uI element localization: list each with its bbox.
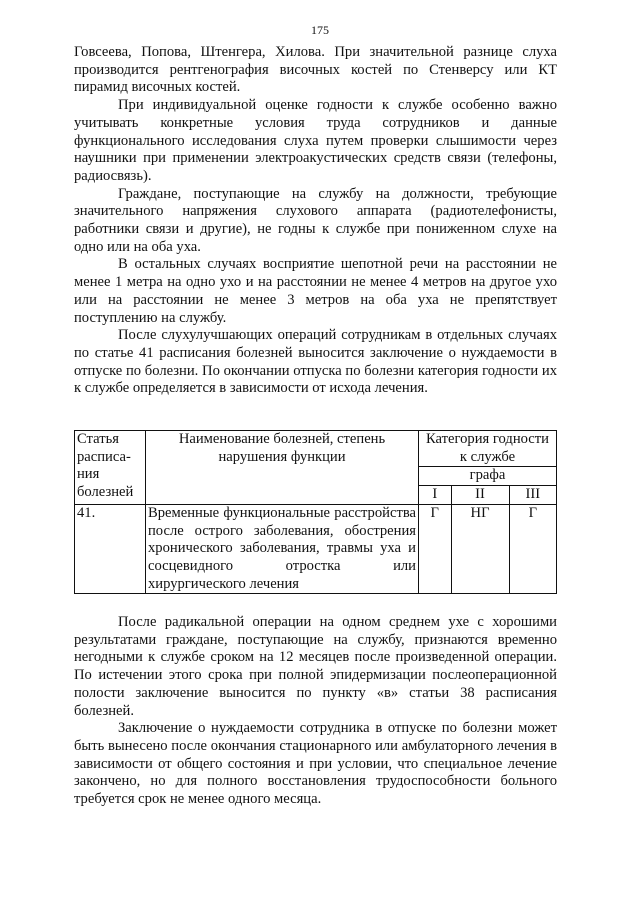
article-number: 41. — [75, 504, 146, 594]
category-cell: Г — [419, 504, 452, 594]
disease-description: Временные функциональные расстройства после острого заболевания, обострения хронического заболевания, травмы уха и сосцевидного отростка или хирургического лечения — [146, 504, 419, 594]
paragraph: В остальных случаях восприятие шепотной речи на расстоянии не менее 1 метра на одно ухо и на расстоянии не менее 4 метров на другое ухо или на расстоянии не менее 3 метров на оба уха не препятствует поступлению на службу. — [74, 256, 557, 326]
header-category: Категория годности к службе — [419, 431, 557, 467]
category-cell: Г — [509, 504, 556, 594]
paragraph: Говсеева, Попова, Штенгера, Хилова. При значительной разнице слуха производится рентгенография височных костей по Стенверсу или КТ пирамид височных костей. — [74, 44, 557, 96]
header-grafa: графа — [419, 467, 557, 486]
paragraph: После радикальной операции на одном среднем ухе с хорошими результатами граждане, поступающие на службу, признаются временно негодными к службе сроком на 12 месяцев после произведенной операции. По истечении этого срока при полной эпидермизации послеоперационной полости заключение выносится по пункту «в» статьи 38 расписания болезней. — [74, 614, 557, 719]
category-cell: НГ — [451, 504, 509, 594]
header-article: Статья расписа-ния болезней — [75, 431, 146, 505]
page-number: 175 — [311, 23, 329, 37]
text-section-top — [74, 44, 557, 398]
paragraph: Граждане, поступающие на службу на должности, требующие значительного напряжения слухового аппарата (радиотелефонисты, работники связи и другие), не годны к службе при пониженном слухе на одно или на оба уха. — [74, 185, 557, 255]
paragraph: Заключение о нуждаемости сотрудника в отпуске по болезни может быть вынесено после окончания стационарного или амбулаторного лечения в зависимости от общего состояния и при условии, что специальное лечение закончено, но для полного восстановления трудоспособности больного требуется срок не менее одного месяца. — [74, 720, 557, 808]
table-header-row — [75, 431, 557, 467]
grafa-label: III — [509, 486, 556, 505]
paragraph: После слухулучшающих операций сотрудникам в отдельных случаях по статье 41 расписания болезней выносится заключение о нуждаемости в отпуске по болезни. По окончании отпуска по болезни категория годности их к службе определяется в зависимости от исхода лечения. — [74, 327, 557, 397]
grafa-label: I — [419, 486, 452, 505]
paragraph: При индивидуальной оценке годности к службе особенно важно учитывать конкретные условия труда сотрудников и данные функционального исследования слуха путем проверки слышимости через наушники при применении электроакустических средств связи (телефоны, радиосвязь). — [74, 97, 557, 184]
text-section-bottom — [74, 614, 557, 809]
disease-schedule-table — [74, 430, 557, 594]
grafa-label: II — [451, 486, 509, 505]
table-row — [75, 504, 557, 594]
header-disease-name: Наименование болезней, степень нарушения функции — [146, 431, 419, 505]
